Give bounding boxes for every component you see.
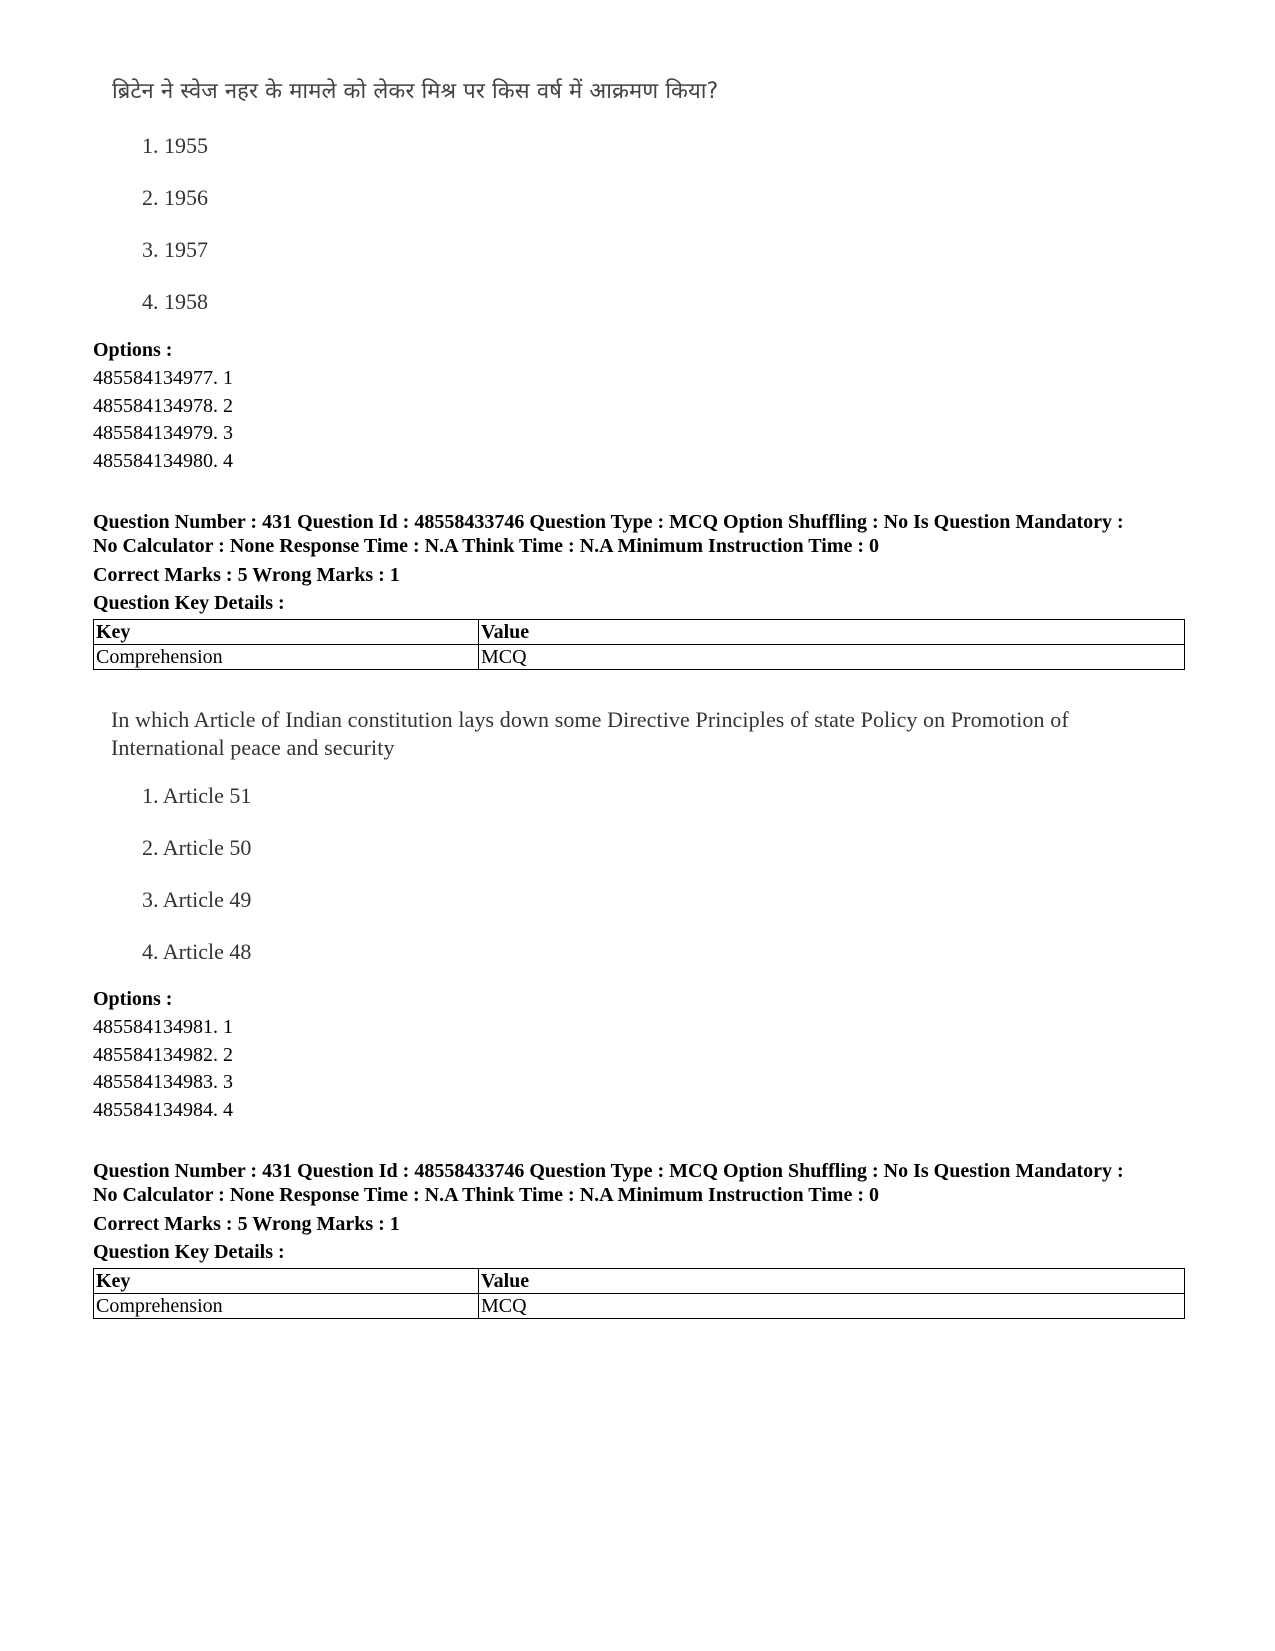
table-header-value: Value bbox=[479, 1269, 1185, 1294]
question-meta-line-1: Question Number : 431 Question Id : 48558433746 Question Type : MCQ Option Shuffling : No Is Question Mandatory : bbox=[93, 1160, 1124, 1182]
option-id-row: 485584134982. 2 bbox=[93, 1044, 233, 1066]
table-cell-key: Comprehension bbox=[94, 1294, 479, 1319]
options-label: Options : bbox=[93, 339, 173, 361]
table-header-value: Value bbox=[479, 620, 1185, 645]
choice-item: 1. 1955 bbox=[142, 133, 208, 158]
option-id-row: 485584134979. 3 bbox=[93, 422, 233, 444]
choice-item: 4. Article 48 bbox=[142, 939, 252, 964]
table-cell-key: Comprehension bbox=[94, 645, 479, 670]
marks-line: Correct Marks : 5 Wrong Marks : 1 bbox=[93, 1213, 400, 1235]
question-meta-line-1: Question Number : 431 Question Id : 48558433746 Question Type : MCQ Option Shuffling : No Is Question Mandatory : bbox=[93, 511, 1124, 533]
option-id-row: 485584134984. 4 bbox=[93, 1099, 233, 1121]
key-details-label: Question Key Details : bbox=[93, 1241, 285, 1263]
option-id-row: 485584134981. 1 bbox=[93, 1016, 233, 1038]
question-meta-line-2: No Calculator : None Response Time : N.A Think Time : N.A Minimum Instruction Time : 0 bbox=[93, 535, 879, 557]
choice-item: 3. 1957 bbox=[142, 237, 208, 262]
table-row bbox=[94, 1294, 1185, 1319]
table-cell-value: MCQ bbox=[479, 645, 1185, 670]
option-id-row: 485584134977. 1 bbox=[93, 367, 233, 389]
choice-item: 2. 1956 bbox=[142, 185, 208, 210]
key-details-table bbox=[93, 1268, 1185, 1319]
marks-line: Correct Marks : 5 Wrong Marks : 1 bbox=[93, 564, 400, 586]
choice-item: 1. Article 51 bbox=[142, 783, 252, 808]
key-details-table bbox=[93, 619, 1185, 670]
table-header-row bbox=[94, 1269, 1185, 1294]
table-row bbox=[94, 645, 1185, 670]
table-header-key: Key bbox=[94, 620, 479, 645]
choice-item: 3. Article 49 bbox=[142, 887, 252, 912]
question-text: In which Article of Indian constitution lays down some Directive Principles of state Policy on Promotion of International peace and security bbox=[111, 707, 1069, 760]
table-header-key: Key bbox=[94, 1269, 479, 1294]
question-meta bbox=[93, 510, 1203, 558]
choice-item: 2. Article 50 bbox=[142, 835, 252, 860]
question-text-hindi: ब्रिटेन ने स्वेज नहर के मामले को लेकर मिश्र पर किस वर्ष में आक्रमण किया? bbox=[112, 79, 719, 104]
option-id-row: 485584134983. 3 bbox=[93, 1071, 233, 1093]
option-id-row: 485584134978. 2 bbox=[93, 395, 233, 417]
table-cell-value: MCQ bbox=[479, 1294, 1185, 1319]
question-meta bbox=[93, 1159, 1203, 1207]
question-meta-line-2: No Calculator : None Response Time : N.A Think Time : N.A Minimum Instruction Time : 0 bbox=[93, 1184, 879, 1206]
choice-item: 4. 1958 bbox=[142, 289, 208, 314]
options-label: Options : bbox=[93, 988, 173, 1010]
option-id-row: 485584134980. 4 bbox=[93, 450, 233, 472]
table-header-row bbox=[94, 620, 1185, 645]
key-details-label: Question Key Details : bbox=[93, 592, 285, 614]
